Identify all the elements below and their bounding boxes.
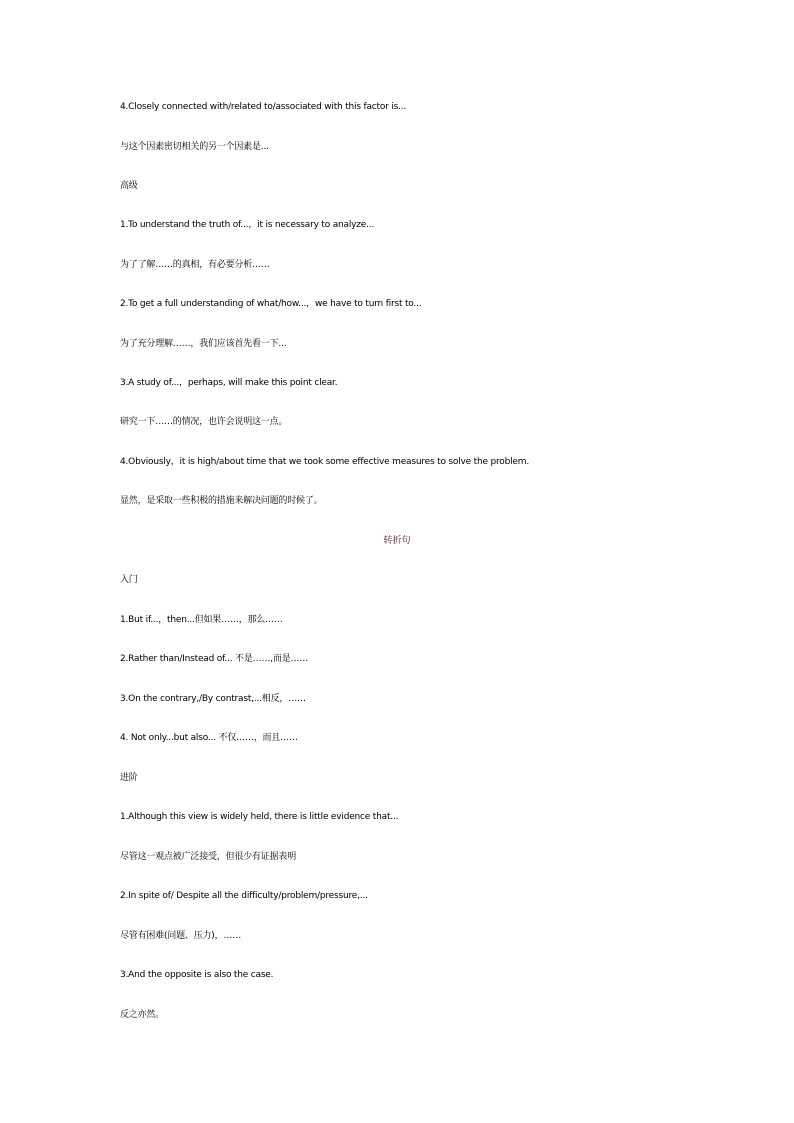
text-line: 1.Although this view is widely held, there is little evidence that... <box>120 812 399 822</box>
text-line: 2.In spite of/ Despite all the difficulty/problem/pressure,... <box>120 891 368 901</box>
text-line: 4.Obviously，it is high/about time that we took some effective measures to solve the problem. <box>120 457 529 467</box>
text-line: 3.A study of...，perhaps, will make this point clear. <box>120 378 338 388</box>
text-line: 3.And the opposite is also the case. <box>120 970 274 980</box>
subheading: 高级 <box>120 181 138 191</box>
text-line: 为了充分理解……，我们应该首先看一下... <box>120 339 287 349</box>
text-line: 与这个因素密切相关的另一个因素是... <box>120 142 269 152</box>
text-line: 2.To get a full understanding of what/how...，we have to turn first to... <box>120 299 422 309</box>
text-line: 1.But if...，then...但如果……，那么…… <box>120 615 283 625</box>
text-line: 1.To understand the truth of...，it is necessary to analyze... <box>120 220 375 230</box>
subheading: 进阶 <box>120 773 138 783</box>
text-line: 显然，是采取一些积极的措施来解决问题的时候了。 <box>120 496 323 506</box>
text-line: 4. Not only...but also... 不仅……，而且…… <box>120 733 298 743</box>
text-line: 尽管这一观点被广泛接受，但很少有证据表明 <box>120 852 297 862</box>
text-line: 为了了解……的真相，有必要分析…… <box>120 260 270 270</box>
subheading: 入门 <box>120 575 138 585</box>
text-line: 反之亦然。 <box>120 1010 165 1020</box>
text-line: 2.Rather than/Instead of... 不是……,而是…… <box>120 654 309 664</box>
text-line: 4.Closely connected with/related to/associated with this factor is... <box>120 102 407 112</box>
text-line: 3.On the contrary,/By contrast,...相反，…… <box>120 694 306 704</box>
text-line: 尽管有困难(问题、压力)，…… <box>120 931 242 941</box>
section-heading: 转折句 <box>383 536 411 546</box>
text-line: 研究一下……的情况，也许会说明这一点。 <box>120 417 288 427</box>
